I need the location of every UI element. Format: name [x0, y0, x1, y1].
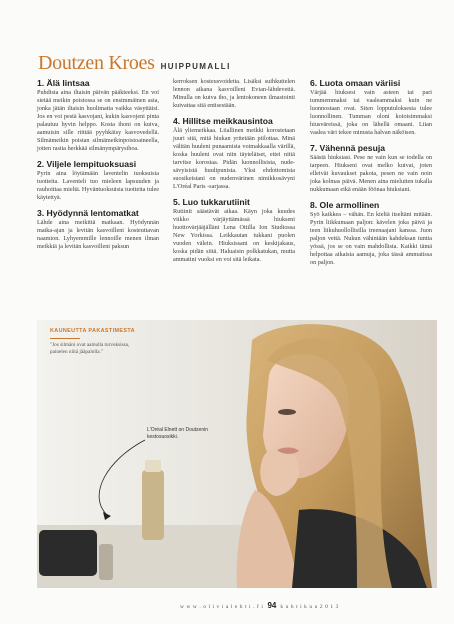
tip-continuation — [173, 78, 295, 110]
article-title: Doutzen Kroes — [38, 52, 155, 74]
tip-heading: 8. Ole armollinen — [310, 200, 380, 210]
tip-section — [310, 143, 432, 194]
portrait-illustration — [37, 320, 437, 588]
tip-section — [37, 159, 159, 202]
hairspray-bottle — [142, 470, 164, 540]
tip-body: Syö kaikkea – vähän. En kieltä itseltäni mitään. Pyrin liikkumaan paljon: kävelen joka päivä ja teen liikuhuollollisilla treenaajani kanssa. Juon paljon vettä. Nukun vähintään kahdeksan tuntia yössä, jos se on vain mahdollista. Kaikki tämä helpottaa aikaisia aamuja, joka tässä ammatissa on paljon. — [310, 211, 432, 266]
tip-section — [310, 200, 432, 267]
text-column-2 — [173, 78, 295, 270]
photo-caption — [50, 328, 148, 355]
portrait-photo — [37, 320, 437, 588]
tip-heading: 1. Älä lintsaa — [37, 78, 90, 88]
tip-heading: 6. Luota omaan väriisi — [310, 78, 401, 88]
page-footer — [180, 601, 420, 610]
bottle-base — [99, 544, 113, 580]
footer-site: w w w . o l i v i a l e h t i . f i — [180, 604, 264, 610]
tip-body: Älä yliemeikkaa. Liiallinen meikki korostetaan juuri sitä, mitä hiukan yritetään piilottaa. Minä välttän huuleni punaamista voimakkaalla värillä, koska huuleni ovat niin täyteläiset, ettei niitä tarvitse korostaa. Pidän luonnollisista, nude-sävyisistä huulipunista. Yksi ehdottomista suosikeistani on nudenvärinen nimikkosävyni L'Oréal Paris -sarjassa. — [173, 127, 295, 190]
text-column-3 — [310, 78, 432, 273]
tip-body: Puhdista aina iltaisin päivän pääkteeksi. En voi sietää meikin poistossa se on ensimmäinen asia, jonka jätän iltaisin huolimatta vaikka väsyttäisi. Jos en voi pestä kasvojani, kukin kasvojeni pinta palautuu hyvin helppo. Kosta ihoni on kuiva, aamuisin sille riittää pyyhkäisy kasvovedellä. Silmämeikin poistan silmämeikinpoistoaineella, jotten rasita herkkää silmänympärysihoa. — [37, 89, 159, 152]
article-header — [38, 52, 428, 76]
tip-section — [37, 208, 159, 251]
tip-section — [310, 78, 432, 137]
page-number: 94 — [267, 601, 277, 610]
pointer-arrowhead — [103, 512, 111, 520]
text-column-1 — [37, 78, 159, 257]
eye — [278, 409, 296, 415]
tip-heading: 4. Hillitse meikkausintoa — [173, 116, 273, 126]
product-label: L'Oréal Elnett on Doutzenin kestosuosikki. — [147, 427, 208, 440]
tip-body: Rutiinit säästävät aikaa. Käyn joka kuudes viikko värjäyttämässä hiukseni huottovärjääjälläni Lena Ottilla Ion Studiossa New Yorkissa. Leikkautan tukkani puolen vuoden välein. Hiuksissani on keskijakaus, koska pidän siitä. Haluaisin polkkatukan, mutta ammatini vuoksi en voi sitä leikata. — [173, 208, 295, 263]
tip-body: Värjää hiuksesi vain asteen tai pari tummemmaksi tai vaaleammaksi kuin ne luonnostaan ovat. Siten lopputuloksesta tulee luonnollinen. Tumman oloni kotoisimmaksi hiusväreissä, joka on lähellä omaani. Liian vaalea väri tekee minusta halvan näköisen. — [310, 89, 432, 136]
black-bag — [39, 530, 97, 576]
tip-body: Säästä hiuksiasi. Pese ne vain kun se todella on tarpeen. Hiukseni ovat melko kuivat, joten elleivät kuvaukset pakota, pesen ne vain noin joka kolmas päivä. Menen aina mieluiten tukalla nukkumaan eikä enään föönaa hiuksiani. — [310, 154, 432, 193]
article-tag: HUIPPUMALLI — [160, 62, 231, 71]
hairspray-cap — [145, 460, 161, 472]
tip-section — [37, 78, 159, 153]
caption-divider — [50, 338, 80, 339]
tip-heading: 2. Viljele lempituoksuasi — [37, 159, 137, 169]
tip-body: Pyrin aina löytämään laventelin tuoksuisia tuotteita. Laventeli tuo mieleen lapsuuden ja rauhoittaa mieltä. Hyväntuoksuisia tuotteita tulee käytettyä. — [37, 170, 159, 201]
pointer-line — [99, 440, 145, 515]
caption-text: "Jos silmäni ovat aamulla turvoksissa, painelen niitä jääpalolla." — [50, 341, 130, 355]
tip-body: kerroksen kosteusvoidetta. Lisäksi suihkuttelen lennon aikana kasvoilleni Evian-lähdevettä. Minulla on kuiva iho, ja lentokoneen ilmastointi kuivattaa sitä entisestään. — [173, 78, 295, 109]
tip-section — [173, 197, 295, 264]
tip-heading: 7. Vähennä pesuja — [310, 143, 385, 153]
tip-heading: 5. Luo tukkarutiinit — [173, 197, 250, 207]
tip-heading: 3. Hyödynnä lentomatkat — [37, 208, 139, 218]
tip-body: Lähde aina meikittä matkaan. Hyödynnän matka-ajan ja levitän kasvoilleni kosteuttavan naamion. Lyhyemmille lennoille menen ilman meikkiä ja levitän kasvoilleni paksun — [37, 219, 159, 250]
footer-issue: k u h t i k u u 2 0 1 3 — [280, 604, 339, 610]
caption-heading: KAUNEUTTA PAKASTIMESTA — [50, 328, 135, 334]
tip-section — [173, 116, 295, 191]
